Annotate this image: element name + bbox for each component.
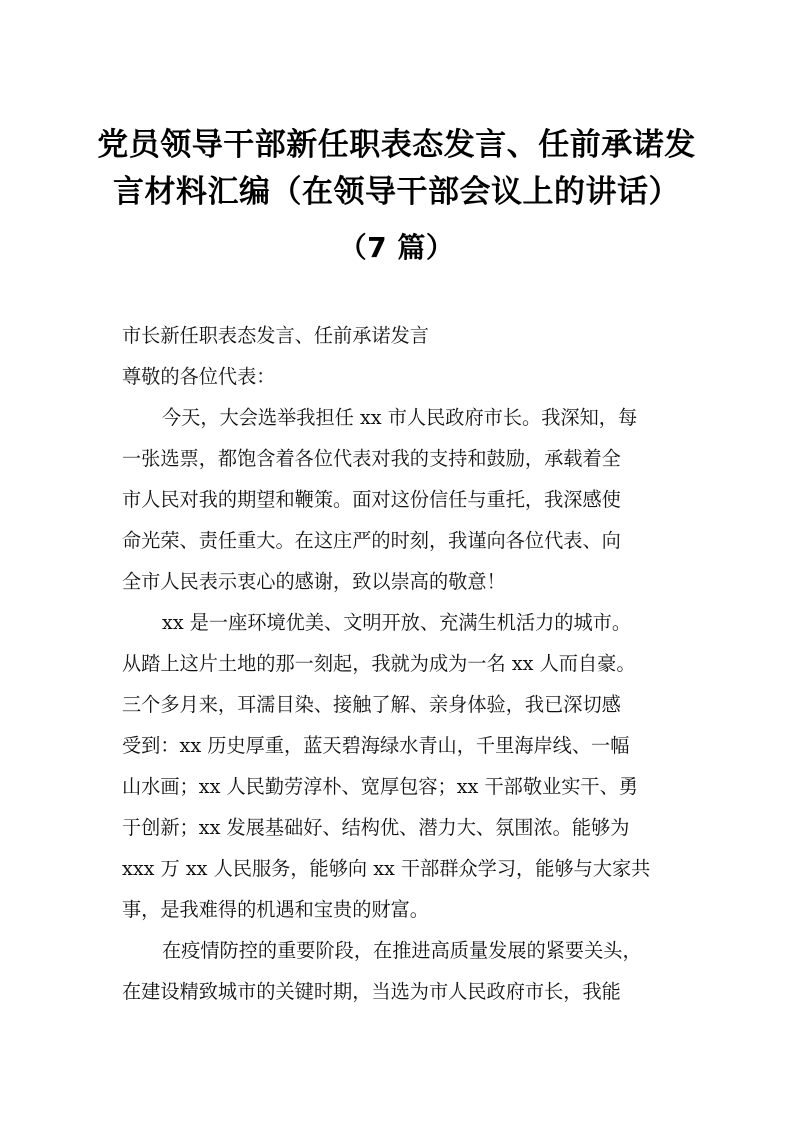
document-body [122,315,682,1012]
document-title-line-1: 党员领导干部新任职表态发言、任前承诺发 [97,127,696,163]
salutation: 尊敬的各位代表： [122,365,276,388]
paragraph-line: 命光荣、责任重大。在这庄严的时刻，我谨向各位代表、向 [122,529,621,552]
document-title-line-2: 言材料汇编（在领导干部会议上的讲话） [113,174,680,210]
paragraph-line: 三个多月来，耳濡目染、接触了解、亲身体验，我已深切感 [122,693,621,716]
section-heading: 市长新任职表态发言、任前承诺发言 [122,324,429,347]
paragraph-line: 事，是我难得的机遇和宝贵的财富。 [122,898,429,921]
paragraph-line: xxx 万 xx 人民服务，能够向 xx 干部群众学习，能够与大家共 [122,857,651,880]
paragraph-line: 今天，大会选举我担任 xx 市人民政府市长。我深知，每 [162,406,638,429]
paragraph-line: 在疫情防控的重要阶段，在推进高质量发展的紧要关头， [162,939,642,962]
paragraph-line: 在建设精致城市的关键时期，当选为市人民政府市长，我能 [122,980,621,1003]
paragraph-line: 受到：xx 历史厚重，蓝天碧海绿水青山，千里海岸线、一幅 [122,734,630,757]
paragraph-line: 市人民对我的期望和鞭策。面对这份信任与重托，我深感使 [122,488,621,511]
document-title-count: （7 篇） [338,231,455,264]
paragraph-line: 从踏上这片土地的那一刻起，我就为成为一名 xx 人而自豪。 [122,652,636,675]
paragraph-line: 全市人民表示衷心的感谢，致以崇高的敬意！ [122,570,506,593]
paragraph-line: 山水画；xx 人民勤劳淳朴、宽厚包容；xx 干部敬业实干、勇 [122,775,638,798]
paragraph-line: 一张选票，都饱含着各位代表对我的支持和鼓励，承载着全 [122,447,621,470]
paragraph-line: 于创新；xx 发展基础好、结构优、潜力大、氛围浓。能够为 [122,816,630,839]
paragraph-line: xx 是一座环境优美、文明开放、充满生机活力的城市。 [162,611,632,634]
